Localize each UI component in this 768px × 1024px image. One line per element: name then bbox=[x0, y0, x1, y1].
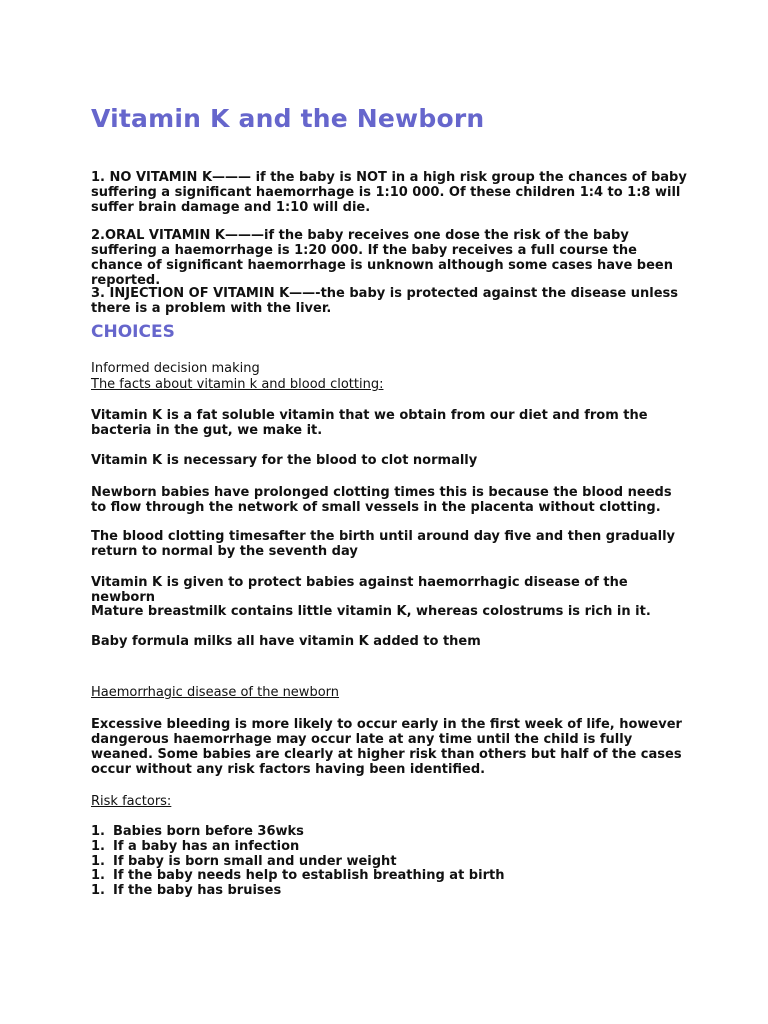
list-item: 1. If a baby has an infection bbox=[91, 838, 300, 854]
document-title: Vitamin K and the Newborn bbox=[91, 104, 485, 133]
injection-vitamin-k-paragraph: 3. INJECTION OF VITAMIN K——-the baby is protected against the disease unless there is a problem with the liver. bbox=[91, 286, 679, 316]
informed-decision-text: Informed decision making bbox=[91, 361, 260, 376]
fact-clot-normally: Vitamin K is necessary for the blood to clot normally bbox=[91, 453, 478, 468]
bleeding-paragraph: Excessive bleeding is more likely to occur early in the first week of life, however dangerous haemorrhage may occur late at any time until the child is fully weaned. Some babies are clearly at higher risk than others but half of the cases occur without any risk factors having been identified. bbox=[91, 717, 682, 777]
list-item: 1. Babies born before 36wks bbox=[91, 824, 304, 839]
fact-protect-babies: Vitamin K is given to protect babies against haemorrhagic disease of the newborn bbox=[91, 575, 628, 605]
fact-fat-soluble: Vitamin K is a fat soluble vitamin that we obtain from our diet and from the bacteria in the gut, we make it. bbox=[91, 408, 648, 438]
fact-newborn-clotting: Newborn babies have prolonged clotting times this is because the blood needs to flow through the network of small vessels in the placenta without clotting. bbox=[91, 485, 672, 515]
risk-factors-list bbox=[91, 825, 504, 899]
fact-formula: Baby formula milks all have vitamin K added to them bbox=[91, 634, 481, 649]
oral-vitamin-k-paragraph: 2.ORAL VITAMIN K———if the baby receives one dose the risk of the baby suffering a haemorrhage is 1:20 000. If the baby receives a full course the chance of significant haemorrhage is unknown although some cases have been reported. bbox=[91, 228, 674, 288]
haemorrhagic-heading: Haemorrhagic disease of the newborn bbox=[91, 685, 340, 700]
facts-heading: The facts about vitamin k and blood clotting: bbox=[91, 377, 384, 392]
fact-breastmilk: Mature breastmilk contains little vitamin K, whereas colostrums is rich in it. bbox=[91, 604, 651, 619]
list-item: 1. If the baby needs help to establish breathing at birth bbox=[91, 868, 505, 884]
fact-clotting-times: The blood clotting timesafter the birth until around day five and then gradually return to normal by the seventh day bbox=[91, 529, 676, 559]
choices-heading: CHOICES bbox=[91, 322, 175, 342]
list-item: 1. If baby is born small and under weight bbox=[91, 853, 397, 869]
risk-factors-heading: Risk factors: bbox=[91, 794, 172, 809]
list-item: 1. If the baby has bruises bbox=[91, 883, 282, 899]
no-vitamin-k-paragraph: 1. NO VITAMIN K——— if the baby is NOT in a high risk group the chances of baby suffering a significant haemorrhage is 1:10 000. Of these children 1:4 to 1:8 will suffer brain damage and 1:10 will die. bbox=[91, 170, 687, 215]
